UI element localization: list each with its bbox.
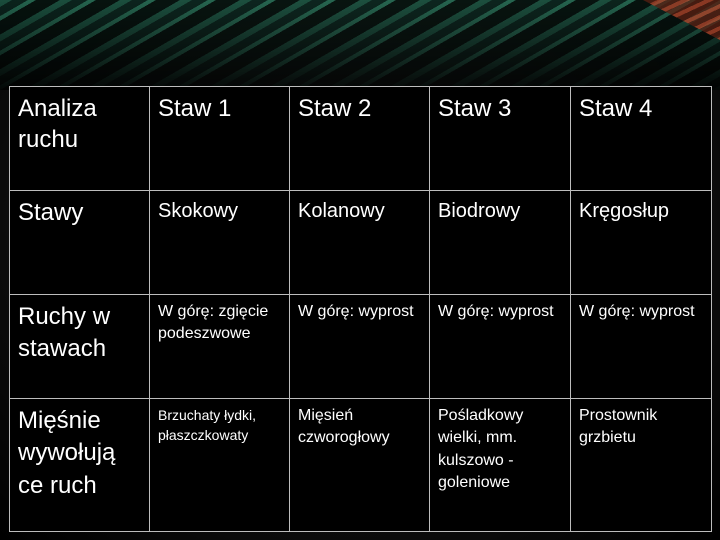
header-cell-analysis: Analiza ruchu bbox=[10, 87, 150, 191]
header-cell-joint-2: Staw 2 bbox=[290, 87, 430, 191]
table-cell: W górę: zgięcie podeszwowe bbox=[150, 295, 290, 399]
table-cell: Brzuchaty łydki, płaszczkowaty bbox=[150, 399, 290, 532]
table-row bbox=[10, 295, 712, 399]
row-label-movements: Ruchy w stawach bbox=[10, 295, 150, 399]
table-cell: W górę: wyprost bbox=[430, 295, 571, 399]
motion-analysis-table bbox=[9, 86, 712, 532]
header-cell-joint-1: Staw 1 bbox=[150, 87, 290, 191]
table-cell: Mięsień czworogłowy bbox=[290, 399, 430, 532]
table-row bbox=[10, 87, 712, 191]
table-cell: Pośladkowy wielki, mm. kulszowo - goleniowe bbox=[430, 399, 571, 532]
row-label-joints: Stawy bbox=[10, 191, 150, 295]
table-cell: W górę: wyprost bbox=[571, 295, 712, 399]
table-cell: Biodrowy bbox=[430, 191, 571, 295]
table-cell: Prostownik grzbietu bbox=[571, 399, 712, 532]
table-cell: W górę: wyprost bbox=[290, 295, 430, 399]
table-cell: Skokowy bbox=[150, 191, 290, 295]
table-cell: Kręgosłup bbox=[571, 191, 712, 295]
row-label-muscles: Mięśnie wywołują ce ruch bbox=[10, 399, 150, 532]
header-cell-joint-4: Staw 4 bbox=[571, 87, 712, 191]
decorative-stripes bbox=[0, 0, 720, 90]
table-row bbox=[10, 399, 712, 532]
table-row bbox=[10, 191, 712, 295]
header-cell-joint-3: Staw 3 bbox=[430, 87, 571, 191]
table-cell: Kolanowy bbox=[290, 191, 430, 295]
